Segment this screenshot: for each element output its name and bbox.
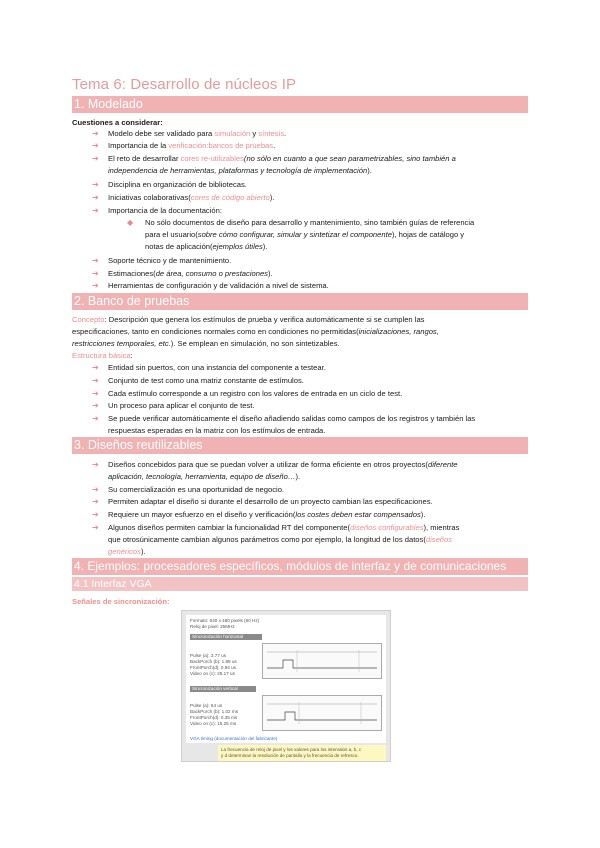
list-item: Permiten adaptar el diseño si durante el desarrollo de un proyecto cambian las especificaciones. [108, 497, 433, 506]
list-item: Conjunto de test como una matriz constante de estímulos. [108, 376, 304, 385]
figure-h-backporch: BackPorch (b): 1.89 us [190, 659, 237, 664]
list-item: Algunos diseños permiten cambiar la funcionalidad RT del componente(diseños configurables), mientras [108, 523, 460, 532]
page-title: Tema 6: Desarrollo de núcleos IP [72, 76, 297, 93]
list-item: Diseños concebidos para que se puedan volver a utilizar de forma eficiente en otros proyectos(diferente [108, 460, 458, 469]
figure-v-frontporch: FrontPorch(d): 0.35 ms [190, 715, 238, 720]
list-item: Importancia de la verificación:bancos de pruebas. [108, 141, 276, 150]
sub-list-item-continuation: notas de aplicación(ejemplos útiles). [145, 242, 268, 251]
list-item-continuation: que otrosúnicamente cambian algunos parámetros como por ejemplo, la longitud de los datos(diseños [108, 535, 453, 544]
arrow-icon: ➔ [92, 206, 99, 215]
list-item: El reto de desarrollar cores re-utilizables(no sólo en cuanto a que sean parametrizables, sino también a [108, 154, 456, 163]
figure-vertical-title: Sincronización vertical [190, 686, 256, 692]
arrow-icon: ➔ [92, 414, 99, 423]
figure-v-pulse: Pulse (a): 64 us [190, 703, 223, 708]
figure-h-frontporch: FrontPorch(d): 0.94 us [190, 665, 236, 670]
list-item-continuation: respuestas esperadas en la matriz con los estímulos de entrada. [108, 426, 326, 435]
arrow-icon: ➔ [92, 401, 99, 410]
figure-caption: VGA timing (documentación del fabricante) [190, 736, 278, 741]
horizontal-timing-diagram [262, 643, 382, 679]
figure-note-line1: La frecuencia de reloj de pixel y los valores para los intervalos a, b, c [221, 747, 362, 752]
vertical-waveform [263, 696, 381, 730]
section-heading-modelado: 1. Modelado [72, 96, 528, 113]
section-heading-ejemplos: 4. Ejemplos: procesadores específicos, módulos de interfaz y de comunicaciones [72, 558, 528, 575]
list-item: Modelo debe ser validado para simulación y síntesis. [108, 129, 287, 138]
list-item: Su comercialización es una oportunidad de negocio. [108, 485, 285, 494]
arrow-icon: ➔ [92, 363, 99, 372]
arrow-icon: ➔ [92, 193, 99, 202]
figure-note-line2: y d determinan la resolución de pantalla y la frecuencia de refresco. [221, 753, 359, 758]
sub-list-item-continuation: para el usuario(sobre cómo configurar, simular y sintetizar el componente), hojas de catálogo y [145, 230, 465, 239]
arrow-icon: ➔ [92, 460, 99, 469]
bullet-icon: ◆ [127, 218, 134, 227]
list-item: Requiere un mayor esfuerzo en el diseño y verificación(los costes deben estar compensados). [108, 510, 426, 519]
vga-timing-figure [181, 610, 391, 762]
arrow-icon: ➔ [92, 141, 99, 150]
figure-panel [186, 615, 386, 743]
structure-label: Estructura básica: [72, 351, 133, 360]
arrow-icon: ➔ [92, 269, 99, 278]
figure-h-pulse: Pulse (a): 3.77 us [190, 653, 227, 658]
list-item-continuation: aplicación, tecnología, herramienta, equipo de diseño…). [108, 472, 301, 481]
concept-paragraph-line2: especificaciones, tanto en condiciones normales como en condiciones no permitidas(inicializaciones, rangos, [72, 327, 439, 336]
arrow-icon: ➔ [92, 510, 99, 519]
figure-horizontal-title: Sincronización horizontal [190, 634, 262, 640]
section-heading-banco-pruebas: 2. Banco de pruebas [72, 293, 528, 310]
list-item-continuation: genéricos). [108, 547, 146, 556]
arrow-icon: ➔ [92, 256, 99, 265]
arrow-icon: ➔ [92, 129, 99, 138]
sync-signals-label: Señales de sincronización: [72, 597, 170, 606]
list-item: Cada estímulo corresponde a un registro con los valores de entrada en un ciclo de test. [108, 389, 403, 398]
list-item: Disciplina en organización de bibliotecas. [108, 180, 247, 189]
list-item: Iniciativas colaborativas(cores de código abierto). [108, 193, 275, 202]
list-item: Soporte técnico y de mantenimiento. [108, 256, 232, 265]
figure-format-text: Formato: 640 x 480 pixels (60 Hz) [190, 618, 260, 623]
list-item: Herramientas de configuración y de validación a nivel de sistema. [108, 281, 329, 290]
list-item: Entidad sin puertos, con una instancia del componente a testear. [108, 363, 326, 372]
horizontal-waveform [263, 644, 381, 678]
list-item: Un proceso para aplicar el conjunto de test. [108, 401, 255, 410]
arrow-icon: ➔ [92, 180, 99, 189]
figure-clock-text: Reloj de pixel: 25MHz [190, 624, 235, 629]
arrow-icon: ➔ [92, 154, 99, 163]
list-item-continuation: independencia de herramientas, plataformas y tecnología de implementación). [108, 166, 372, 175]
list-item: Estimaciones(de área, consumo o prestaciones). [108, 269, 273, 278]
figure-v-videoon: Video on (c): 15.25 ms [190, 721, 237, 726]
sub-list-item: No sólo documentos de diseño para desarrollo y mantenimiento, sino también guías de referencia [145, 218, 475, 227]
list-item: Se puede verificar automáticamente el diseño añadiendo salidas como campos de los registros y también las [108, 414, 476, 423]
arrow-icon: ➔ [92, 497, 99, 506]
section-heading-disenos-reutilizables: 3. Diseños reutilizables [72, 437, 528, 454]
concept-paragraph: Concepto: Descripción que genera los estímulos de prueba y verifica automáticamente si se cumplen las [72, 315, 425, 324]
figure-note [218, 745, 386, 761]
figure-v-backporch: BackPorch (b): 1.02 ms [190, 709, 238, 714]
figure-h-videoon: Video on (c): 25.17 us [190, 671, 235, 676]
arrow-icon: ➔ [92, 281, 99, 290]
intro-text: Cuestiones a considerar: [72, 118, 163, 127]
vertical-timing-diagram [262, 695, 382, 731]
arrow-icon: ➔ [92, 376, 99, 385]
arrow-icon: ➔ [92, 485, 99, 494]
arrow-icon: ➔ [92, 389, 99, 398]
list-item: Importancia de la documentación: [108, 206, 222, 215]
concept-paragraph-line3: restricciones temporales, etc.). Se emplean en simulación, no son sintetizables. [72, 339, 340, 348]
subsection-heading-vga: 4.1 Interfaz VGA [72, 577, 528, 591]
arrow-icon: ➔ [92, 523, 99, 532]
